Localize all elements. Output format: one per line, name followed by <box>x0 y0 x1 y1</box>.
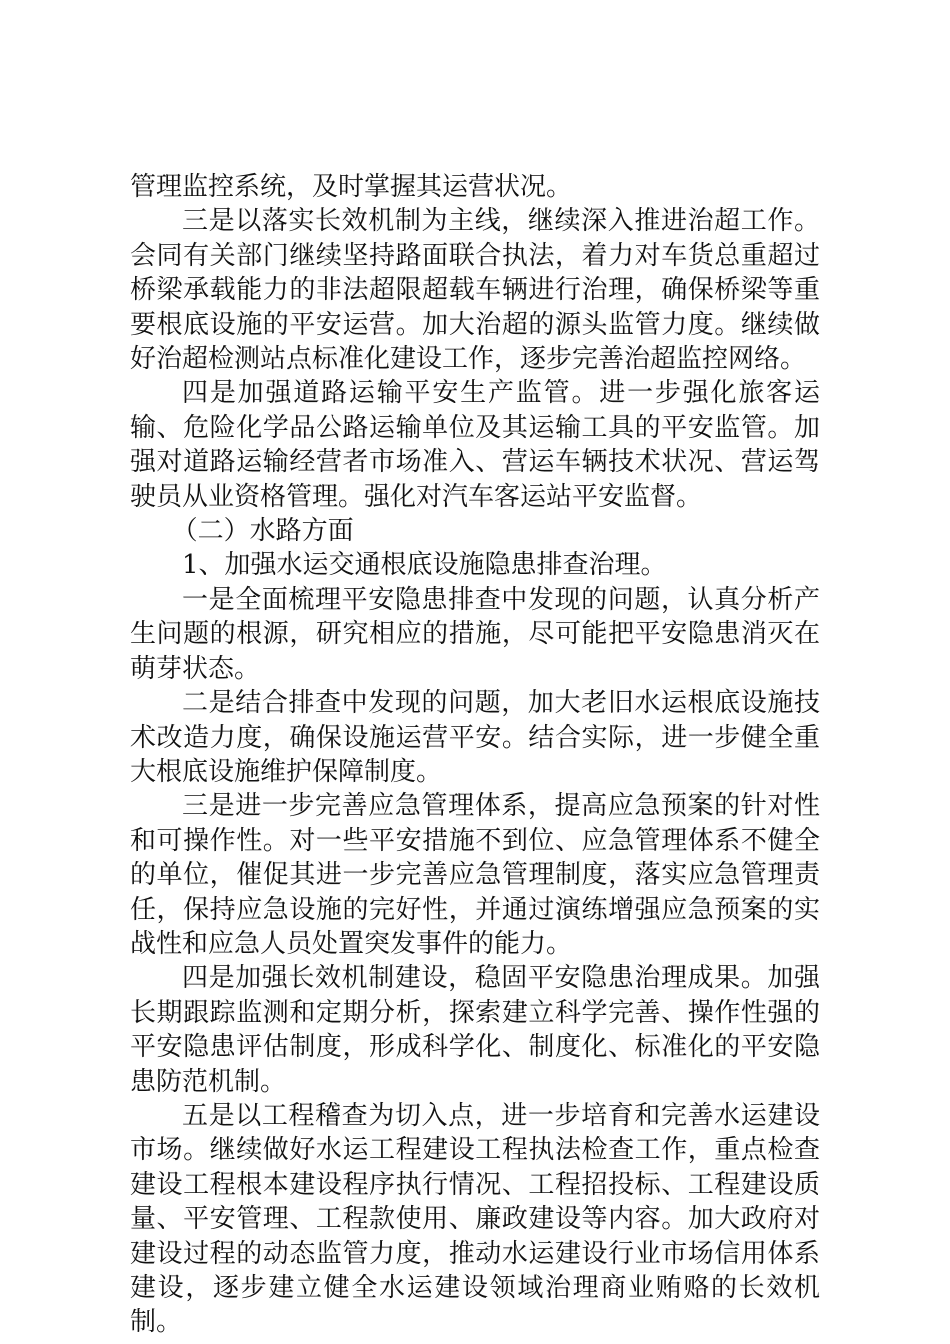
section-heading-waterway: （二）水路方面 <box>171 516 354 547</box>
paragraph-overload-control: 三是以落实长效机制为主线，继续深入推进治超工作。会同有关部门继续坚持路面联合执法，着力对车货总重超过桥梁承载能力的非法超限超载车辆进行治理，确保桥梁等重要根底设施的平安运营。加大治超的源头监管力度。继续做好治超检测站点标准化建设工作，逐步完善治超监控网络。 <box>130 206 820 375</box>
paragraph-engineering-inspection: 五是以工程稽查为切入点，进一步培育和完善水运建设市场。继续做好水运工程建设工程执法检查工作，重点检查建设工程根本建设程序执行情况、工程招投标、工程建设质量、平安管理、工程款使用、廉政建设等内容。加大政府对建设过程的动态监管力度，推动水运建设行业市场信用体系建设，逐步建立健全水运建设领域治理商业贿赂的长效机制。 <box>130 1100 820 1338</box>
paragraph-long-term-mechanism: 四是加强长效机制建设，稳固平安隐患治理成果。加强长期跟踪监测和定期分析，探索建立科学完善、操作性强的平安隐患评估制度，形成科学化、制度化、标准化的平安隐患防范机制。 <box>130 963 820 1097</box>
subheading-infrastructure-hazard: 1、加强水运交通根底设施隐患排查治理。 <box>182 550 667 581</box>
paragraph-facility-upgrade: 二是结合排查中发现的问题，加大老旧水运根底设施技术改造力度，确保设施运营平安。结合实际，进一步健全重大根底设施维护保障制度。 <box>130 688 820 787</box>
document-body <box>130 170 820 1340</box>
paragraph-hazard-review: 一是全面梳理平安隐患排查中发现的问题，认真分析产生问题的根源，研究相应的措施，尽可能把平安隐患消灭在萌芽状态。 <box>130 584 820 684</box>
paragraph-continuation: 管理监控系统，及时掌握其运营状况。 <box>130 172 573 202</box>
paragraph-road-transport-safety: 四是加强道路运输平安生产监管。进一步强化旅客运输、危险化学品公路运输单位及其运输工具的平安监管。加强对道路运输经营者市场准入、营运车辆技术状况、营运驾驶员从业资格管理。强化对汽车客运站平安监督。 <box>130 378 820 512</box>
paragraph-emergency-management: 三是进一步完善应急管理体系，提高应急预案的针对性和可操作性。对一些平安措施不到位、应急管理体系不健全的单位，催促其进一步完善应急管理制度，落实应急管理责任，保持应急设施的完好性，并通过演练增强应急预案的实战性和应急人员处置突发事件的能力。 <box>130 791 820 959</box>
